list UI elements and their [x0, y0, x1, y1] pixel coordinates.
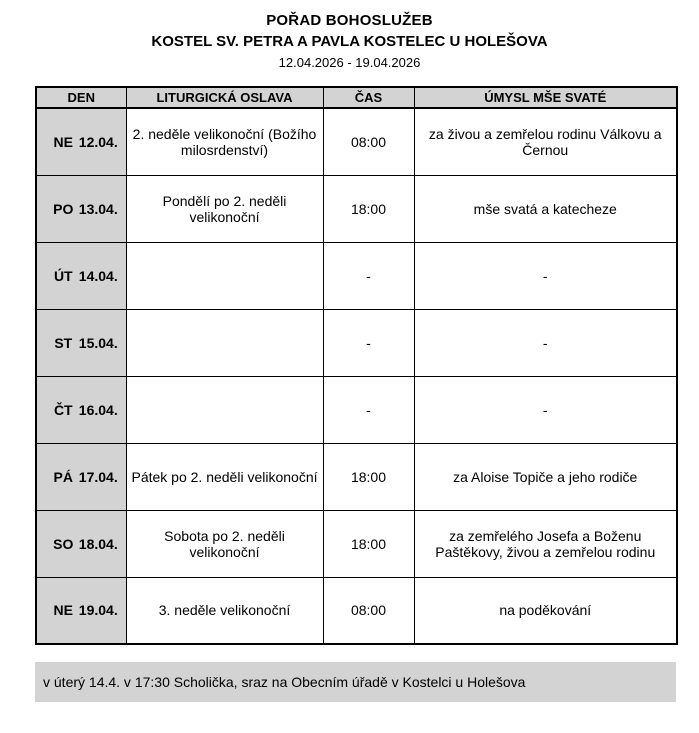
celebration-cell: [126, 376, 323, 443]
document-title: POŘAD BOHOSLUŽEB: [266, 12, 433, 29]
intention-cell: za živou a zemřelou rodinu Válkovu a Černou: [414, 108, 677, 175]
announcement-note-text: v úterý 14.4. v 17:30 Scholička, sraz na Obecním úřadě v Kostelci u Holešova: [43, 674, 526, 690]
day-cell: [36, 443, 126, 510]
celebration-cell: 3. neděle velikonoční: [126, 577, 323, 644]
table-row: [36, 108, 677, 175]
column-header-time: ČAS: [323, 87, 414, 108]
time-cell: 08:00: [323, 108, 414, 175]
day-date: 16.04.: [78, 401, 118, 418]
celebration-cell: Sobota po 2. neděli velikonoční: [126, 510, 323, 577]
intention-cell: -: [414, 242, 677, 309]
schedule-table: [35, 86, 678, 645]
announcement-note: [35, 662, 676, 702]
day-cell: [36, 577, 126, 644]
time-cell: 18:00: [323, 510, 414, 577]
table-row: [36, 376, 677, 443]
table-row: [36, 175, 677, 242]
time-cell: -: [323, 242, 414, 309]
day-cell: [36, 510, 126, 577]
celebration-cell: [126, 242, 323, 309]
time-cell: -: [323, 309, 414, 376]
table-row: [36, 443, 677, 510]
day-date: 18.04.: [78, 535, 118, 552]
table-header-row: [36, 87, 677, 108]
day-cell: [36, 175, 126, 242]
celebration-cell: Pátek po 2. neděli velikonoční: [126, 443, 323, 510]
day-abbr: PÁ: [53, 468, 73, 485]
day-abbr: NE: [53, 602, 73, 619]
intention-cell: za Aloise Topiče a jeho rodiče: [414, 443, 677, 510]
day-cell: [36, 376, 126, 443]
time-cell: -: [323, 376, 414, 443]
table-row: [36, 242, 677, 309]
intention-cell: za zemřelého Josefa a Boženu Paštěkovy, živou a zemřelou rodinu: [414, 510, 677, 577]
day-abbr: SO: [53, 535, 74, 552]
column-header-celebration: LITURGICKÁ OSLAVA: [126, 87, 323, 108]
day-abbr: NE: [53, 133, 73, 150]
intention-cell: mše svatá a katecheze: [414, 175, 677, 242]
time-cell: 08:00: [323, 577, 414, 644]
day-cell: [36, 309, 126, 376]
day-date: 17.04.: [78, 468, 118, 485]
table-row: [36, 510, 677, 577]
day-date: 12.04.: [78, 133, 118, 150]
church-name: KOSTEL SV. PETRA A PAVLA KOSTELEC U HOLEŠOVA: [151, 33, 548, 50]
document-header: [0, 0, 699, 70]
day-date: 14.04.: [78, 267, 118, 284]
table-row: [36, 309, 677, 376]
date-range: 12.04.2026 - 19.04.2026: [278, 55, 421, 70]
celebration-cell: [126, 309, 323, 376]
day-abbr: PO: [53, 200, 74, 217]
intention-cell: -: [414, 309, 677, 376]
day-abbr: ST: [54, 334, 73, 351]
column-header-day: DEN: [36, 87, 126, 108]
celebration-cell: Pondělí po 2. neděli velikonoční: [126, 175, 323, 242]
day-cell: [36, 108, 126, 175]
day-abbr: ÚT: [53, 267, 73, 284]
day-date: 19.04.: [78, 602, 118, 619]
intention-cell: -: [414, 376, 677, 443]
column-header-intention: ÚMYSL MŠE SVATÉ: [414, 87, 677, 108]
time-cell: 18:00: [323, 175, 414, 242]
celebration-cell: 2. neděle velikonoční (Božího milosrdenství): [126, 108, 323, 175]
day-date: 13.04.: [78, 200, 118, 217]
day-date: 15.04.: [78, 334, 118, 351]
intention-cell: na poděkování: [414, 577, 677, 644]
time-cell: 18:00: [323, 443, 414, 510]
table-row: [36, 577, 677, 644]
day-cell: [36, 242, 126, 309]
day-abbr: ČT: [53, 401, 73, 418]
